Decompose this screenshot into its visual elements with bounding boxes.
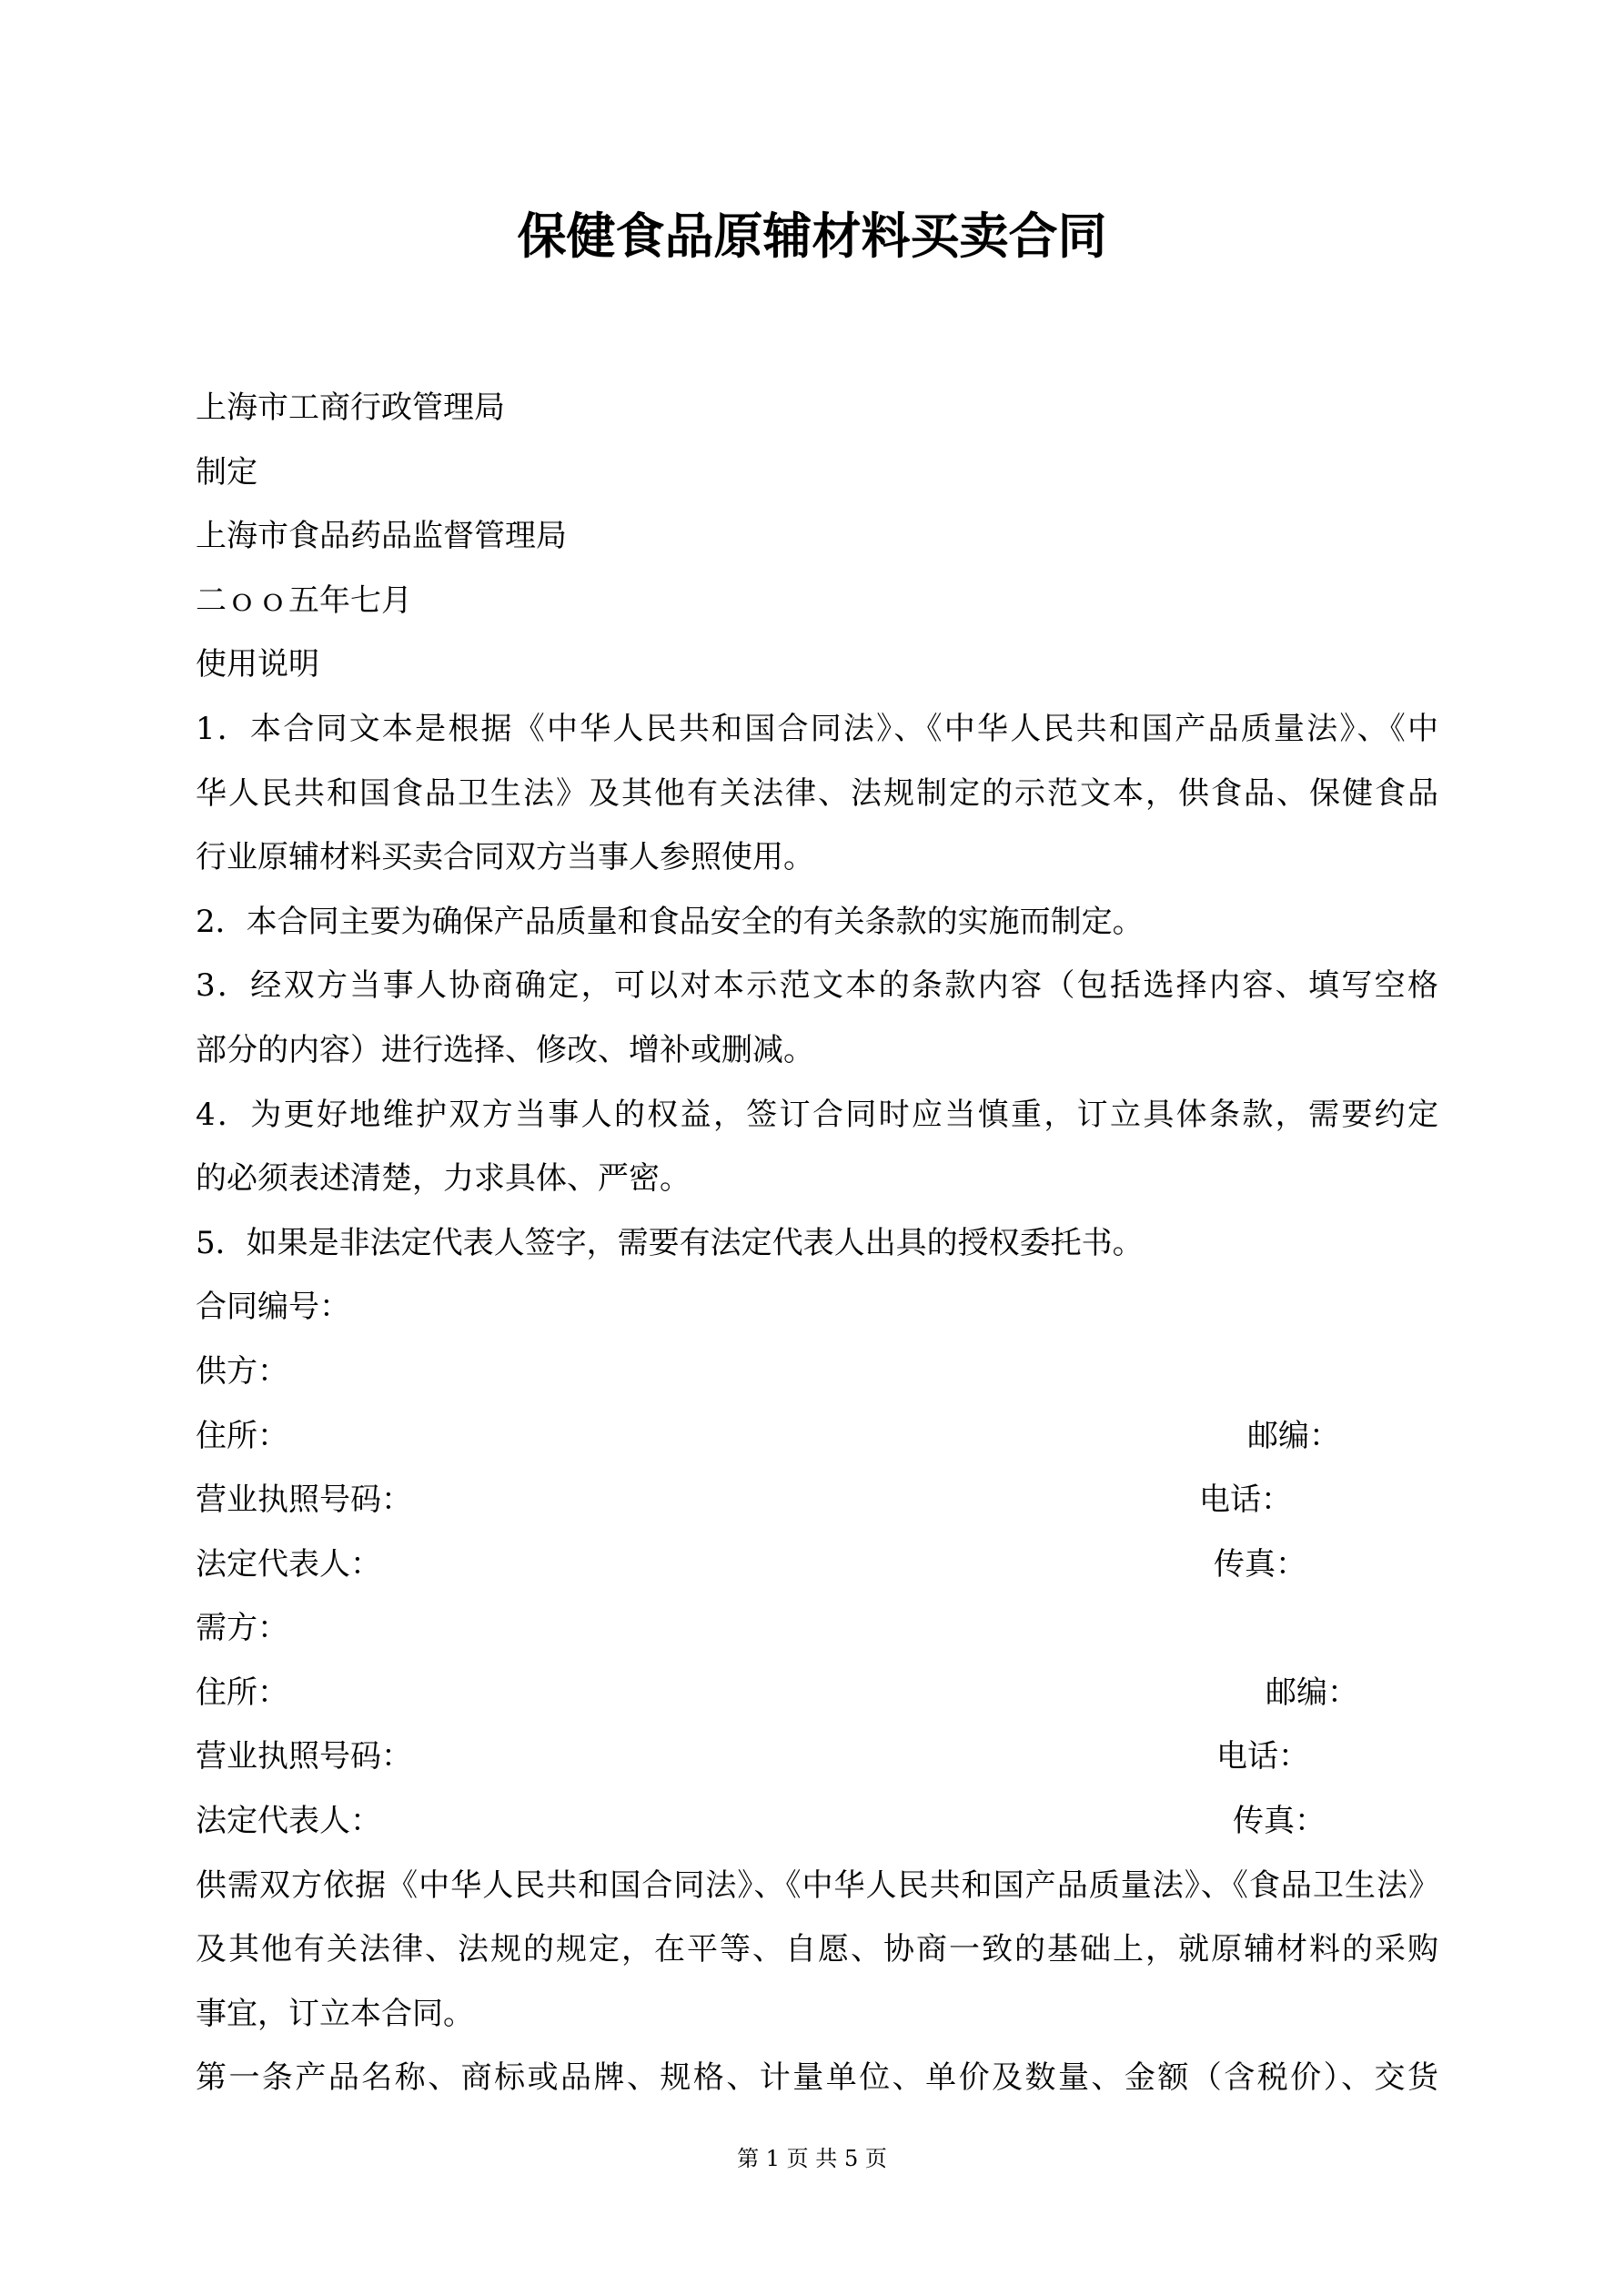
supplier-license-label: 营业执照号码： [196,1482,412,1519]
usage-note-1-line: 1．本合同文本是根据《中华人民共和国合同法》、《中华人民共和国产品质量法》、《中 [196,710,1438,747]
supplier-representative-label: 法定代表人： [196,1545,381,1583]
document-title: 保健食品原辅材料买卖合同 [517,207,1107,265]
issuer-made-by: 制定 [196,453,257,491]
supplier-phone-label: 电话： [1199,1482,1292,1519]
buyer-representative-row [196,1789,1438,1854]
supplier-label: 供方： [196,1352,288,1390]
buyer-license-row [196,1725,1438,1789]
usage-note-3-line: 部分的内容）进行选择、修改、增补或删减。 [196,1031,814,1068]
buyer-license-label: 营业执照号码： [196,1738,412,1775]
supplier-postcode-label: 邮编： [1247,1417,1340,1454]
preamble-line: 事宜，订立本合同。 [196,1995,474,2032]
usage-note-4-line: 4．为更好地维护双方当事人的权益，签订合同时应当慎重，订立具体条款，需要约定 [196,1096,1438,1133]
supplier-representative-row [196,1532,1438,1597]
usage-note-2-line: 2．本合同主要为确保产品质量和食品安全的有关条款的实施而制定。 [196,903,1144,940]
issue-date: 二ｏｏ五年七月 [196,582,412,619]
buyer-postcode-label: 邮编： [1266,1674,1358,1711]
usage-notes-heading: 使用说明 [196,646,319,683]
issuer-agency-saic: 上海市工商行政管理局 [196,389,505,426]
supplier-address-row [196,1404,1438,1469]
buyer-label: 需方： [196,1610,288,1647]
article-1-line: 第一条产品名称、商标或品牌、规格、计量单位、单价及数量、金额（含税价）、交货 [196,2059,1438,2097]
document-body [196,376,1438,2110]
buyer-phone-label: 电话： [1216,1738,1309,1775]
usage-note-5-line: 5．如果是非法定代表人签字，需要有法定代表人出具的授权委托书。 [196,1224,1144,1261]
usage-note-1-line: 华人民共和国食品卫生法》及其他有关法律、法规制定的示范文本，供食品、保健食品 [196,774,1438,812]
usage-note-3-line: 3．经双方当事人协商确定，可以对本示范文本的条款内容（包括选择内容、填写空格 [196,967,1438,1005]
buyer-representative-label: 法定代表人： [196,1803,381,1840]
contract-number-label: 合同编号： [196,1289,350,1326]
buyer-address-row [196,1661,1438,1725]
buyer-address-label: 住所： [196,1674,288,1711]
preamble-line: 供需双方依据《中华人民共和国合同法》、《中华人民共和国产品质量法》、《食品卫生法》 [196,1866,1438,1904]
issuer-agency-fda: 上海市食品药品监督管理局 [196,518,567,555]
supplier-fax-label: 传真： [1214,1545,1306,1583]
usage-note-1-line: 行业原辅材料买卖合同双方当事人参照使用。 [196,839,814,876]
supplier-address-label: 住所： [196,1417,288,1454]
page-footer: 第 1 页 共 5 页 [737,2146,887,2171]
supplier-license-row [196,1468,1438,1532]
buyer-fax-label: 传真： [1233,1803,1326,1840]
usage-note-4-line: 的必须表述清楚，力求具体、严密。 [196,1160,691,1198]
preamble-line: 及其他有关法律、法规的规定，在平等、自愿、协商一致的基础上，就原辅材料的采购 [196,1931,1438,1968]
